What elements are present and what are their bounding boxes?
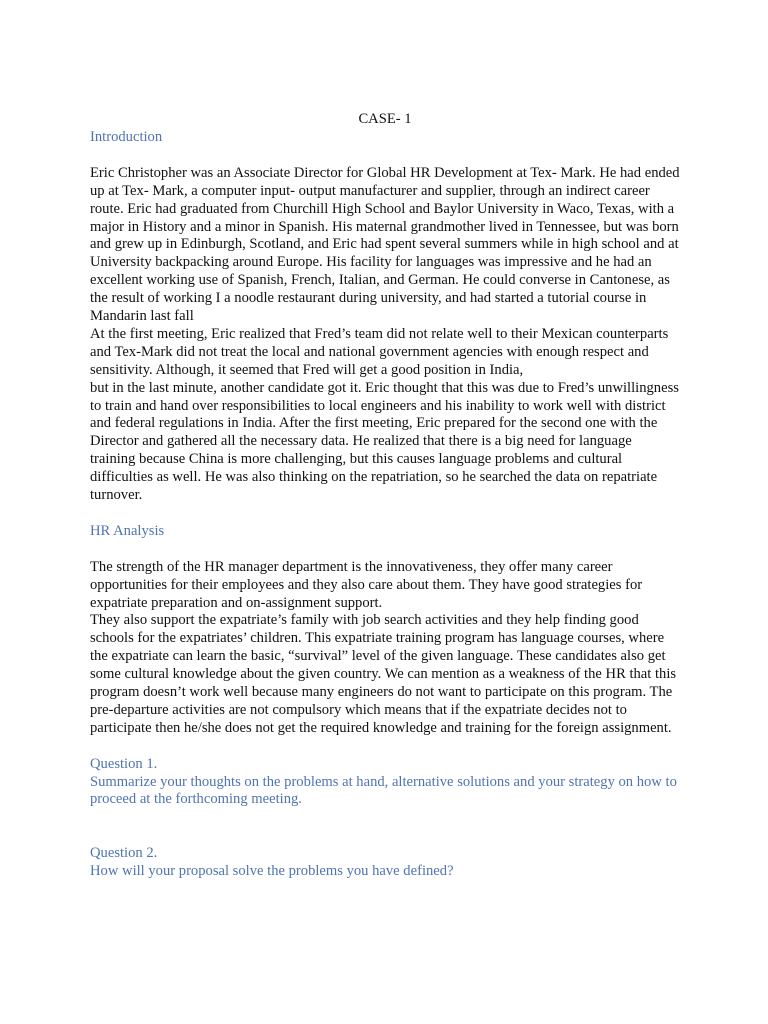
question-1-text: Summarize your thoughts on the problems at hand, alternative solutions and your strategy on how to proceed at the forthcoming meeting. — [90, 773, 677, 808]
spacer — [90, 809, 680, 845]
spacer — [90, 738, 680, 756]
document-body — [90, 110, 680, 881]
spacer — [90, 147, 680, 165]
question-1-label: Question 1. — [90, 755, 158, 772]
introduction-heading: Introduction — [90, 129, 163, 145]
document-title: CASE- 1 — [358, 111, 412, 127]
spacer — [90, 505, 680, 523]
introduction-paragraph-3: but in the last minute, another candidate got it. Eric thought that this was due to Fred’s unwillingness to train and hand over responsibilities to local engineers and his inability to work well with district and federal regulations in India. After the first meeting, Eric prepared for the second one with the Director and gathered all the necessary data. He realized that there is a big need for language training because China is more challenging, but this causes language problems and cultural difficulties as well. He was also thinking on the repatriation, so he searched the data on repatriate turnover. — [90, 379, 679, 504]
hr-analysis-paragraph-1: The strength of the HR manager department is the innovativeness, they offer many career opportunities for their employees and they also care about them. They have good strategies for expatriate preparation and on-assignment support. — [90, 558, 643, 611]
question-2-label: Question 2. — [90, 845, 158, 862]
introduction-paragraph-2: At the first meeting, Eric realized that Fred’s team did not relate well to their Mexican counterparts and Tex-Mark did not treat the local and national government agencies with enough respect and sensitivity. Although, it seemed that Fred will get a good position in India, — [90, 325, 669, 378]
hr-analysis-heading: HR Analysis — [90, 522, 165, 539]
hr-analysis-paragraph-2: They also support the expatriate’s family with job search activities and they help finding good schools for the expatriates’ children. This expatriate training program has language courses, where the expatriate can learn the basic, “survival” level of the given language. These candidates also get some cultural knowledge about the given country. We can mention as a weakness of the HR that this program doesn’t work well because many engineers do not want to participate on this program. The pre-departure activities are not compulsory which means that if the expatriate decides not to participate then he/she does not get the required knowledge and training for the foreign assignment. — [90, 612, 677, 736]
question-2-text: How will your proposal solve the problems you have defined? — [90, 863, 454, 880]
introduction-paragraph-1: Eric Christopher was an Associate Director for Global HR Development at Tex- Mark. He had ended up at Tex- Mark, a computer input- output manufacturer and supplier, through an indirect career route. Eric had graduated from Churchill High School and Baylor University in Waco, Texas, with a major in History and a minor in Spanish. His maternal grandmother lived in Tennessee, but was born and grew up in Edinburgh, Scotland, and Eric had spent several summers while in high school and at University backpacking around Europe. His facility for languages was impressive and he had an excellent working use of Spanish, French, Italian, and German. He could converse in Cantonese, as the result of working I a noodle restaurant during university, and had started a tutorial course in Mandarin last fall — [90, 164, 680, 325]
spacer — [90, 541, 680, 559]
